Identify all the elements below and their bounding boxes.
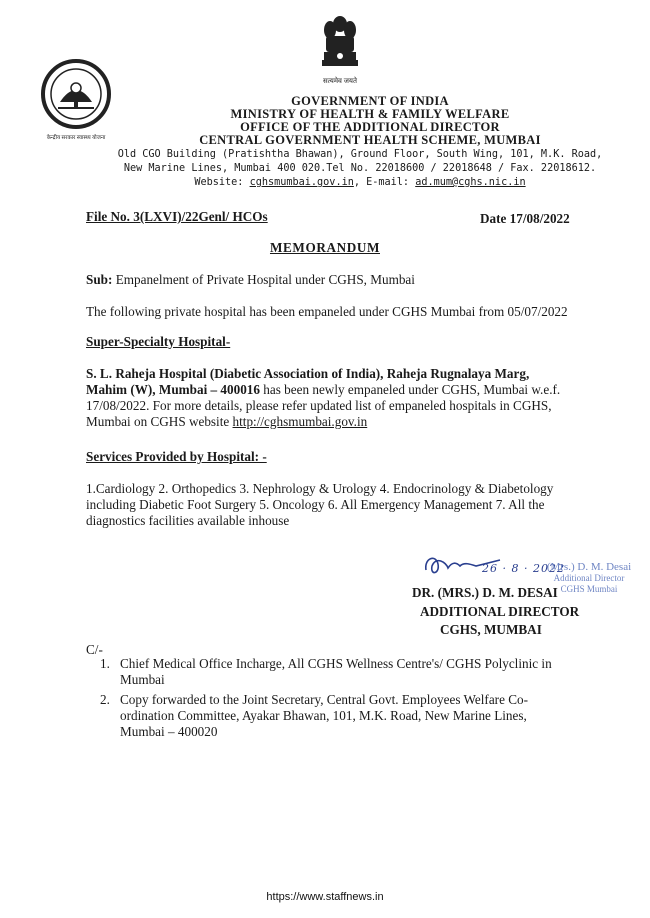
cghs-logo [40, 58, 112, 148]
file-number: File No. 3(LXVI)/22Genl/ HCOs [86, 209, 268, 224]
copy-to-label: C/- [86, 642, 103, 657]
emblem-motto: सत्यमेव जयते [323, 77, 357, 85]
stamp-title: Additional Director [553, 573, 625, 583]
letterhead-address-1: Old CGO Building (Pratishtha Bhawan), Ground Floor, South Wing, 101, M.K. Road, [117, 149, 603, 160]
cghs-website-link[interactable]: http://cghsmumbai.gov.in [232, 414, 368, 429]
hospital-name-line-2: Mahim (W), Mumbai – 400016 [86, 382, 260, 397]
letterhead-contact [100, 176, 620, 189]
memo-title: MEMORANDUM [269, 240, 380, 255]
list-item-number: 2. [100, 692, 110, 707]
stamp-name: (Mrs.) D. M. Desai [546, 561, 632, 573]
list-item-line-2: ordination Committee, Ayakar Bhawan, 101, M.K. Road, New Marine Lines, [120, 708, 527, 723]
section-heading-services: Services Provided by Hospital: - [86, 449, 267, 464]
copy-to-list [100, 656, 610, 740]
list-item-line-3: Mumbai – 400020 [120, 724, 218, 739]
footer-url[interactable]: https://www.staffnews.in [266, 891, 384, 903]
section-heading-hospital: Super-Specialty Hospital- [86, 334, 231, 349]
letterhead-line-3: OFFICE OF THE ADDITIONAL DIRECTOR [240, 120, 500, 134]
list-item [100, 656, 610, 688]
list-item-line-1: Copy forwarded to the Joint Secretary, Central Govt. Employees Welfare Co- [120, 692, 528, 707]
hospital-name-line-1: S. L. Raheja Hospital (Diabetic Association of India), Raheja Rugnalaya Marg, [86, 366, 530, 381]
list-item [100, 692, 610, 740]
stamp-place: CGHS Mumbai [560, 584, 618, 594]
signatory-title: ADDITIONAL DIRECTOR [420, 604, 580, 619]
hospital-text-line-2: has been newly empaneled under CGHS, Mumbai w.e.f. [260, 382, 561, 397]
letterhead-line-1: GOVERNMENT OF INDIA [291, 94, 449, 108]
signatory-name: DR. (MRS.) D. M. DESAI [412, 585, 558, 600]
list-item-number: 1. [100, 656, 110, 671]
signatory-office: CGHS, MUMBAI [440, 622, 542, 637]
hospital-paragraph [86, 366, 602, 430]
list-item-line-1: Chief Medical Office Incharge, All CGHS Wellness Centre's/ CGHS Polyclinic in [120, 656, 552, 671]
email-link[interactable]: ad.mum@cghs.nic.in [415, 177, 526, 188]
website-link[interactable]: cghsmumbai.gov.in [249, 177, 354, 188]
services-line-1: 1.Cardiology 2. Orthopedics 3. Nephrology & Urology 4. Endocrinology & Diabetology [86, 481, 554, 496]
memo-date: Date 17/08/2022 [480, 211, 570, 226]
subject-line [86, 272, 415, 288]
letterhead-address-2: New Marine Lines, Mumbai 400 020.Tel No. 22018600 / 22018648 / Fax. 22018612. [123, 163, 597, 174]
cghs-logo-caption: केन्द्रीय सरकार स्वास्थ्य योजना [46, 135, 106, 141]
email-label: , E-mail: [353, 177, 416, 188]
subject-label: Sub: [86, 272, 113, 287]
national-emblem [318, 14, 362, 85]
handwritten-date: 26 · 8 · 2022 [482, 562, 565, 575]
hospital-text-line-4: Mumbai on CGHS website [86, 414, 233, 429]
services-line-2: including Diabetic Foot Surgery 5. Oncology 6. All Emergency Management 7. All the [86, 497, 545, 512]
services-paragraph [86, 481, 602, 529]
subject-text: Empanelment of Private Hospital under CGHS, Mumbai [112, 272, 415, 287]
services-line-3: diagnostics facilities available inhouse [86, 513, 290, 528]
website-label: Website: [194, 177, 250, 188]
letterhead-line-4: CENTRAL GOVERNMENT HEALTH SCHEME, MUMBAI [199, 133, 541, 147]
letterhead-line-2: MINISTRY OF HEALTH & FAMILY WELFARE [230, 107, 510, 121]
list-item-line-2: Mumbai [120, 672, 165, 687]
hospital-text-line-3: 17/08/2022. For more details, please refer updated list of empaneled hospitals in CGHS, [86, 398, 552, 413]
intro-paragraph: The following private hospital has been empaneled under CGHS Mumbai from 05/07/2022 [86, 304, 568, 319]
